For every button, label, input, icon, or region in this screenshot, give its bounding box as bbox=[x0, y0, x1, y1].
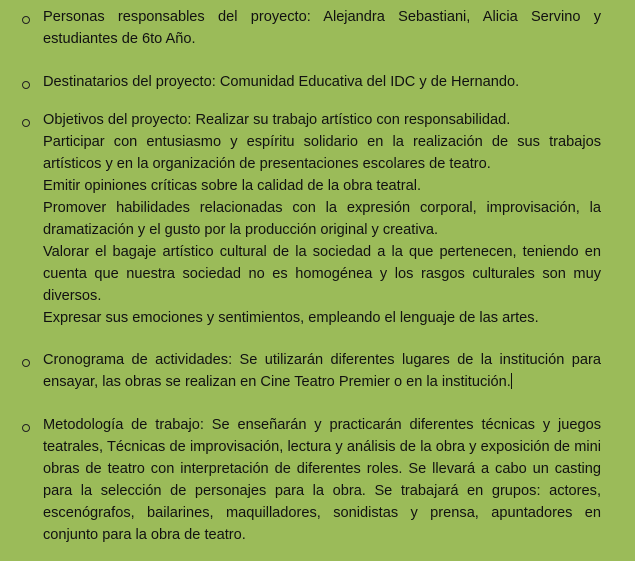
paragraph-responsables[interactable]: Personas responsables del proyecto: Alejandra Sebastiani, Alicia Servino y estudiantes de 6to Año. bbox=[43, 9, 601, 47]
paragraph-cronograma-wrap bbox=[43, 349, 601, 393]
paragraph-objetivo-1[interactable]: Objetivos del proyecto: Realizar su trabajo artístico con responsabilidad. bbox=[43, 112, 511, 128]
paragraph-cronograma[interactable]: Cronograma de actividades: Se utilizarán diferentes lugares de la institución para ensayar, las obras se realizan en Cine Teatro Premier o en la institución. bbox=[43, 352, 601, 390]
paragraph-destinatarios[interactable]: Destinatarios del proyecto: Comunidad Educativa del IDC y de Hernando. bbox=[43, 74, 520, 90]
paragraph-objetivo-3[interactable]: Emitir opiniones críticas sobre la calidad de la obra teatral. bbox=[43, 178, 422, 194]
paragraph-objetivo-2[interactable]: Participar con entusiasmo y espíritu solidario en la realización de sus trabajos artísticos y en la organización de presentaciones escolares de teatro. bbox=[43, 134, 601, 172]
paragraph-objetivo-5[interactable]: Valorar el bagaje artístico cultural de la sociedad a la que pertenecen, teniendo en cuenta que nuestra sociedad no es homogénea y los rasgos culturales son muy diversos. bbox=[43, 244, 601, 304]
paragraph-metodologia[interactable]: Metodología de trabajo: Se enseñarán y practicarán diferentes técnicas y juegos teatrales, Técnicas de improvisación, lectura y análisis de la obra y exposición de mini obras de teatro con interpretación de diferentes roles. Se llevará a cabo un casting para la selección de personajes para la obra. Se trabajará en grupos: actores, escenógrafos, bailarines, maquilladores, sonidistas y prensa, apuntadores en conjunto para la obra de teatro. bbox=[43, 417, 601, 543]
hollow-circle-bullet-icon bbox=[22, 359, 30, 367]
hollow-circle-bullet-icon bbox=[22, 81, 30, 89]
objetivos-block bbox=[43, 109, 601, 329]
text-cursor bbox=[511, 373, 512, 389]
hollow-circle-bullet-icon bbox=[22, 424, 30, 432]
paragraph-objetivo-6[interactable]: Expresar sus emociones y sentimientos, empleando el lenguaje de las artes. bbox=[43, 310, 539, 326]
paragraph-objetivo-4[interactable]: Promover habilidades relacionadas con la expresión corporal, improvisación, la dramatización y el gusto por la producción original y creativa. bbox=[43, 200, 601, 238]
hollow-circle-bullet-icon bbox=[22, 16, 30, 24]
hollow-circle-bullet-icon bbox=[22, 119, 30, 127]
